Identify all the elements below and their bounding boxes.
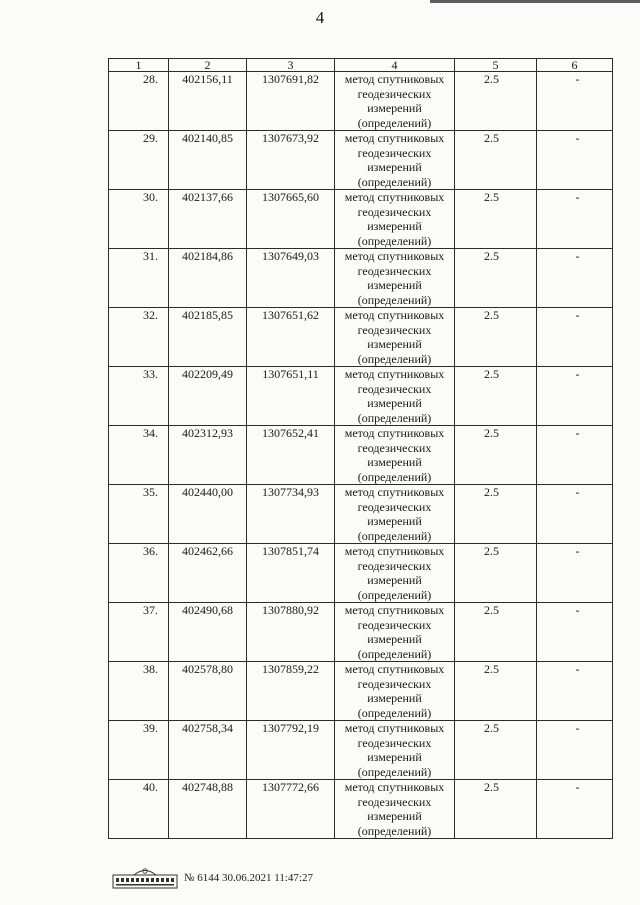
- accuracy-cell: 2.5: [455, 131, 537, 190]
- coordinate-x: 402462,66: [169, 544, 247, 603]
- coordinates-table: [108, 58, 613, 839]
- page-number: 4: [315, 8, 325, 27]
- note-cell: -: [537, 603, 613, 662]
- note-cell: -: [537, 485, 613, 544]
- accuracy-cell: 2.5: [455, 72, 537, 131]
- method-cell: метод спутниковых геодезических измерений (определений): [335, 131, 455, 190]
- method-cell: метод спутниковых геодезических измерений (определений): [335, 190, 455, 249]
- table-row: [109, 603, 613, 662]
- method-cell: метод спутниковых геодезических измерений (определений): [335, 249, 455, 308]
- table-row: [109, 249, 613, 308]
- header-cell: 1: [109, 59, 169, 72]
- coordinate-y: 1307651,62: [247, 308, 335, 367]
- table-row: [109, 721, 613, 780]
- header-cell: 4: [335, 59, 455, 72]
- row-number: 33.: [109, 367, 169, 426]
- coordinate-x: 402440,00: [169, 485, 247, 544]
- coordinate-x: 402758,34: [169, 721, 247, 780]
- row-number: 31.: [109, 249, 169, 308]
- method-cell: метод спутниковых геодезических измерений (определений): [335, 662, 455, 721]
- note-cell: -: [537, 308, 613, 367]
- note-cell: -: [537, 662, 613, 721]
- coordinate-x: 402156,11: [169, 72, 247, 131]
- row-number: 36.: [109, 544, 169, 603]
- coordinate-y: 1307792,19: [247, 721, 335, 780]
- accuracy-cell: 2.5: [455, 426, 537, 485]
- coordinate-x: 402137,66: [169, 190, 247, 249]
- row-number: 39.: [109, 721, 169, 780]
- method-cell: метод спутниковых геодезических измерений (определений): [335, 603, 455, 662]
- method-cell: метод спутниковых геодезических измерений (определений): [335, 485, 455, 544]
- accuracy-cell: 2.5: [455, 367, 537, 426]
- note-cell: -: [537, 190, 613, 249]
- note-cell: -: [537, 426, 613, 485]
- coordinate-x: 402490,68: [169, 603, 247, 662]
- note-cell: -: [537, 721, 613, 780]
- table-row: [109, 780, 613, 839]
- note-cell: -: [537, 780, 613, 839]
- seal-icon: [112, 867, 178, 889]
- table-row: [109, 131, 613, 190]
- row-number: 35.: [109, 485, 169, 544]
- row-number: 40.: [109, 780, 169, 839]
- table-row: [109, 485, 613, 544]
- coordinate-y: 1307851,74: [247, 544, 335, 603]
- note-cell: -: [537, 544, 613, 603]
- coordinate-y: 1307772,66: [247, 780, 335, 839]
- accuracy-cell: 2.5: [455, 308, 537, 367]
- table-row: [109, 190, 613, 249]
- coordinate-x: 402185,85: [169, 308, 247, 367]
- method-cell: метод спутниковых геодезических измерений (определений): [335, 544, 455, 603]
- row-number: 32.: [109, 308, 169, 367]
- row-number: 37.: [109, 603, 169, 662]
- row-number: 38.: [109, 662, 169, 721]
- table-row: [109, 544, 613, 603]
- note-cell: -: [537, 72, 613, 131]
- method-cell: метод спутниковых геодезических измерений (определений): [335, 721, 455, 780]
- coordinate-y: 1307691,82: [247, 72, 335, 131]
- registration-stamp: № 6144 30.06.2021 11:47:27: [184, 872, 313, 884]
- method-cell: метод спутниковых геодезических измерений (определений): [335, 367, 455, 426]
- accuracy-cell: 2.5: [455, 662, 537, 721]
- header-cell: 6: [537, 59, 613, 72]
- coordinate-x: 402312,93: [169, 426, 247, 485]
- accuracy-cell: 2.5: [455, 190, 537, 249]
- accuracy-cell: 2.5: [455, 544, 537, 603]
- method-cell: метод спутниковых геодезических измерений (определений): [335, 780, 455, 839]
- table-row: [109, 308, 613, 367]
- coordinate-x: 402140,85: [169, 131, 247, 190]
- accuracy-cell: 2.5: [455, 249, 537, 308]
- coordinate-y: 1307673,92: [247, 131, 335, 190]
- method-cell: метод спутниковых геодезических измерений (определений): [335, 72, 455, 131]
- coordinate-x: 402578,80: [169, 662, 247, 721]
- method-cell: метод спутниковых геодезических измерений (определений): [335, 308, 455, 367]
- top-edge-line: [430, 0, 640, 3]
- header-cell: 3: [247, 59, 335, 72]
- note-cell: -: [537, 131, 613, 190]
- coordinate-x: 402748,88: [169, 780, 247, 839]
- method-cell: метод спутниковых геодезических измерений (определений): [335, 426, 455, 485]
- table-row: [109, 662, 613, 721]
- coordinate-y: 1307665,60: [247, 190, 335, 249]
- coordinate-x: 402184,86: [169, 249, 247, 308]
- header-cell: 5: [455, 59, 537, 72]
- accuracy-cell: 2.5: [455, 780, 537, 839]
- coordinate-y: 1307652,41: [247, 426, 335, 485]
- coordinate-y: 1307859,22: [247, 662, 335, 721]
- table-header-row: [109, 59, 613, 72]
- row-number: 34.: [109, 426, 169, 485]
- table-row: [109, 426, 613, 485]
- accuracy-cell: 2.5: [455, 603, 537, 662]
- coordinate-y: 1307734,93: [247, 485, 335, 544]
- coordinate-x: 402209,49: [169, 367, 247, 426]
- coordinate-y: 1307651,11: [247, 367, 335, 426]
- accuracy-cell: 2.5: [455, 721, 537, 780]
- row-number: 28.: [109, 72, 169, 131]
- table-row: [109, 72, 613, 131]
- note-cell: -: [537, 367, 613, 426]
- accuracy-cell: 2.5: [455, 485, 537, 544]
- table-row: [109, 367, 613, 426]
- coordinate-y: 1307880,92: [247, 603, 335, 662]
- row-number: 30.: [109, 190, 169, 249]
- footer: [112, 866, 313, 890]
- coordinate-y: 1307649,03: [247, 249, 335, 308]
- header-cell: 2: [169, 59, 247, 72]
- row-number: 29.: [109, 131, 169, 190]
- note-cell: -: [537, 249, 613, 308]
